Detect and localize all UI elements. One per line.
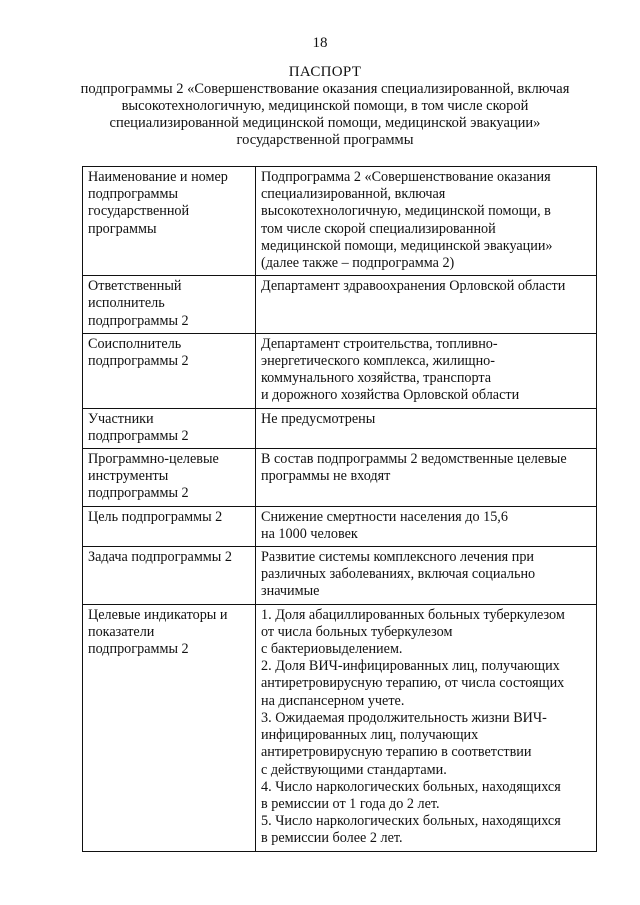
row-label-line: подпрограммы 2 xyxy=(88,353,189,370)
heading-line: государственной программы xyxy=(236,132,414,148)
row-value-line: Департамент строительства, топливно- xyxy=(261,335,498,352)
row-label-line: инструменты xyxy=(88,468,169,485)
row-label-line: Программно-целевые xyxy=(88,451,219,468)
row-value-cell xyxy=(256,167,597,276)
row-value-line: энергетического комплекса, жилищно- xyxy=(261,353,495,370)
row-label-line: Участники xyxy=(88,410,154,427)
row-label-cell xyxy=(83,506,256,546)
row-value-line: с бактериовыделением. xyxy=(261,641,403,658)
row-label-cell xyxy=(83,604,256,851)
row-value-line: различных заболеваниях, включая социально xyxy=(261,566,536,583)
row-label-line: подпрограммы 2 xyxy=(88,485,189,502)
row-value-line: в ремиссии от 1 года до 2 лет. xyxy=(261,795,440,812)
table-row xyxy=(83,276,597,334)
row-value-line: медицинской помощи, медицинской эвакуации» xyxy=(261,237,553,254)
row-label-line: Наименование и номер xyxy=(88,169,228,185)
table-row xyxy=(83,604,597,851)
row-value-line: на 1000 человек xyxy=(261,525,358,542)
row-value-line: от числа больных туберкулезом xyxy=(261,623,453,640)
row-value-line: инфицированных лиц, получающих xyxy=(261,727,479,744)
table-row xyxy=(83,547,597,605)
row-label-line: подпрограммы 2 xyxy=(88,427,189,444)
row-label-line: подпрограммы 2 xyxy=(88,641,189,658)
row-label-line: Цель подпрограммы 2 xyxy=(88,508,223,525)
row-label-cell xyxy=(83,167,256,276)
row-value-line: на диспансерном учете. xyxy=(261,692,405,709)
row-value-cell xyxy=(256,547,597,605)
table-row xyxy=(83,333,597,408)
row-value-line: специализированной, включая xyxy=(261,186,446,203)
heading-line: специализированной медицинской помощи, медицинской эвакуации» xyxy=(109,115,541,131)
row-value-line: В состав подпрограммы 2 ведомственные целевые xyxy=(261,451,567,468)
row-value-line: Снижение смертности населения до 15,6 xyxy=(261,508,508,525)
passport-table xyxy=(82,166,597,852)
row-label-line: государственной xyxy=(88,203,190,220)
row-label-cell xyxy=(83,333,256,408)
row-value-line: антиретровирусную терапию, от числа состоящих xyxy=(261,675,565,692)
row-value-line: с действующими стандартами. xyxy=(261,761,447,778)
heading-line: высокотехнологичную, медицинской помощи, в том числе скорой xyxy=(121,98,529,114)
row-value-line: высокотехнологичную, медицинской помощи, в xyxy=(261,203,551,220)
row-value-line: 2. Доля ВИЧ-инфицированных лиц, получающих xyxy=(261,658,560,675)
row-value-cell xyxy=(256,604,597,851)
row-value-line: значимые xyxy=(261,583,320,600)
row-label-line: подпрограммы xyxy=(88,186,178,203)
passport-heading xyxy=(70,64,580,149)
row-value-line: 3. Ожидаемая продолжительность жизни ВИЧ- xyxy=(261,709,547,726)
row-label-line: исполнитель xyxy=(88,295,165,312)
table-row xyxy=(83,506,597,546)
row-value-line: Развитие системы комплексного лечения при xyxy=(261,549,535,566)
row-label-line: Целевые индикаторы и xyxy=(88,606,228,623)
row-label-cell xyxy=(83,276,256,334)
row-value-line: 4. Число наркологических больных, находящихся xyxy=(261,778,561,795)
row-label-line: Соисполнитель xyxy=(88,335,182,352)
table-row xyxy=(83,449,597,507)
row-value-line: (далее также – подпрограмма 2) xyxy=(261,255,455,272)
row-value-line: 5. Число наркологических больных, находящихся xyxy=(261,813,561,830)
table-row xyxy=(83,167,597,276)
row-label-line: Ответственный xyxy=(88,278,182,295)
row-label-cell xyxy=(83,547,256,605)
row-value-line: антиретровирусную терапию в соответствии xyxy=(261,744,532,761)
row-value-line: в ремиссии более 2 лет. xyxy=(261,830,403,847)
passport-table-body xyxy=(83,167,597,852)
row-value-cell xyxy=(256,276,597,334)
row-label-line: Задача подпрограммы 2 xyxy=(88,549,232,566)
row-label-line: подпрограммы 2 xyxy=(88,312,189,329)
row-value-line: и дорожного хозяйства Орловской области xyxy=(261,387,520,404)
row-value-line: коммунального хозяйства, транспорта xyxy=(261,370,492,387)
heading-line: подпрограммы 2 «Совершенствование оказания специализированной, включая xyxy=(80,81,570,97)
row-value-line: Подпрограмма 2 «Совершенствование оказания xyxy=(261,169,551,185)
row-value-cell xyxy=(256,506,597,546)
row-label-line: показатели xyxy=(88,623,155,640)
passport-title: ПАСПОРТ xyxy=(288,64,362,80)
row-value-line: 1. Доля абациллированных больных туберкулезом xyxy=(261,606,565,623)
row-value-line: Не предусмотрены xyxy=(261,410,376,427)
row-value-cell xyxy=(256,333,597,408)
row-value-line: Департамент здравоохранения Орловской области xyxy=(261,278,566,295)
row-label-cell xyxy=(83,449,256,507)
row-label-line: программы xyxy=(88,220,157,237)
page-number: 18 xyxy=(312,35,328,51)
row-value-line: программы не входят xyxy=(261,468,391,485)
row-label-cell xyxy=(83,408,256,448)
row-value-cell xyxy=(256,449,597,507)
row-value-cell xyxy=(256,408,597,448)
table-row xyxy=(83,408,597,448)
row-value-line: том числе скорой специализированной xyxy=(261,220,496,237)
